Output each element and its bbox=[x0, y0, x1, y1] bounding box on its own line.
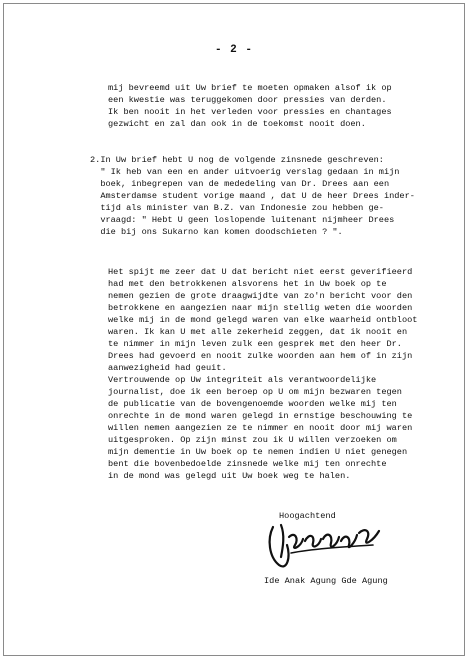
text-line: boek, inbegrepen van de mededeling van Dr. Drees aan een bbox=[90, 179, 390, 189]
text-line: aanwezigheid had geuit. bbox=[108, 363, 227, 373]
text-line: uitgesproken. Op zijn minst zou ik U willen verzoeken om bbox=[108, 435, 397, 445]
text-line: gezwicht en zal dan ook in de toekomst nooit doen. bbox=[108, 119, 366, 129]
paragraph-response bbox=[108, 266, 417, 482]
text-line: bent die bovenbedoelde zinsnede welke mij ten onrechte bbox=[108, 459, 387, 469]
text-line: 2.In Uw brief hebt U nog de volgende zinsnede geschreven: bbox=[90, 155, 384, 165]
text-line: de publicatie van de bovengenoemde woorden welke mij ten bbox=[108, 399, 397, 409]
text-line: " Ik heb van een en ander uitvoerig verslag gedaan in mijn bbox=[90, 167, 400, 177]
paragraph-continuation bbox=[108, 82, 392, 130]
text-line: Vertrouwende op Uw integriteit als verantwoordelijke bbox=[108, 375, 377, 385]
text-line: nemen gezien de grote draagwijdte van zo'n bericht voor den bbox=[108, 291, 413, 301]
text-line: die bij ons Sukarno kan komen doodschieten ? ". bbox=[90, 227, 343, 237]
text-line: in de mond was gelegd uit Uw boek weg te halen. bbox=[108, 471, 351, 481]
text-line: mij bevreemd uit Uw brief te moeten opmaken alsof ik op bbox=[108, 83, 392, 93]
text-line: had met den betrokkenen alsvorens het in Uw boek op te bbox=[108, 279, 387, 289]
text-line: waren. Ik kan U met alle zekerheid zeggen, dat ik nooit en bbox=[108, 327, 408, 337]
page-number: - 2 - bbox=[214, 44, 253, 56]
text-line: Drees had gevoerd en nooit zulke woorden aan hem of in zijn bbox=[108, 351, 413, 361]
signatory-name: Ide Anak Agung Gde Agung bbox=[264, 576, 388, 586]
text-line: vraagd: " Hebt U geen loslopende luitenant nijmheer Drees bbox=[90, 215, 395, 225]
text-line: Ik ben nooit in het verleden voor pressies en chantages bbox=[108, 107, 392, 117]
text-line: journalist, doe ik een beroep op U om mijn bezwaren tegen bbox=[108, 387, 402, 397]
text-line: Amsterdamse student vorige maand , dat U de heer Drees inder- bbox=[90, 191, 415, 201]
closing-salutation: Hoogachtend bbox=[279, 511, 336, 521]
text-line: willen nemen aangezien ze te nimmer en nooit door mij waren bbox=[108, 423, 413, 433]
text-line: welke mij in de mond gelegd waren van elke waarheid ontbloot bbox=[108, 315, 418, 325]
text-line: onrechte in de mond waren gelegd in ernstige beschouwing te bbox=[108, 411, 413, 421]
text-line: te nimmer in mijn leven zulk een gesprek met den heer Dr. bbox=[108, 339, 402, 349]
paragraph-quotation bbox=[90, 154, 415, 238]
text-line: Het spijt me zeer dat U dat bericht niet eerst geverifieerd bbox=[108, 267, 413, 277]
text-line: een kwestie was teruggekomen door pressies van derden. bbox=[108, 95, 387, 105]
text-line: tijd als minister van B.Z. van Indonesie zou hebben ge- bbox=[90, 203, 384, 213]
letter-page bbox=[3, 3, 465, 656]
text-line: mijn dementie in Uw boek op te nemen indien U niet genegen bbox=[108, 447, 408, 457]
handwritten-signature bbox=[261, 517, 386, 577]
text-line: betrokkene en aangezien naar mijn stellig weten die woorden bbox=[108, 303, 413, 313]
